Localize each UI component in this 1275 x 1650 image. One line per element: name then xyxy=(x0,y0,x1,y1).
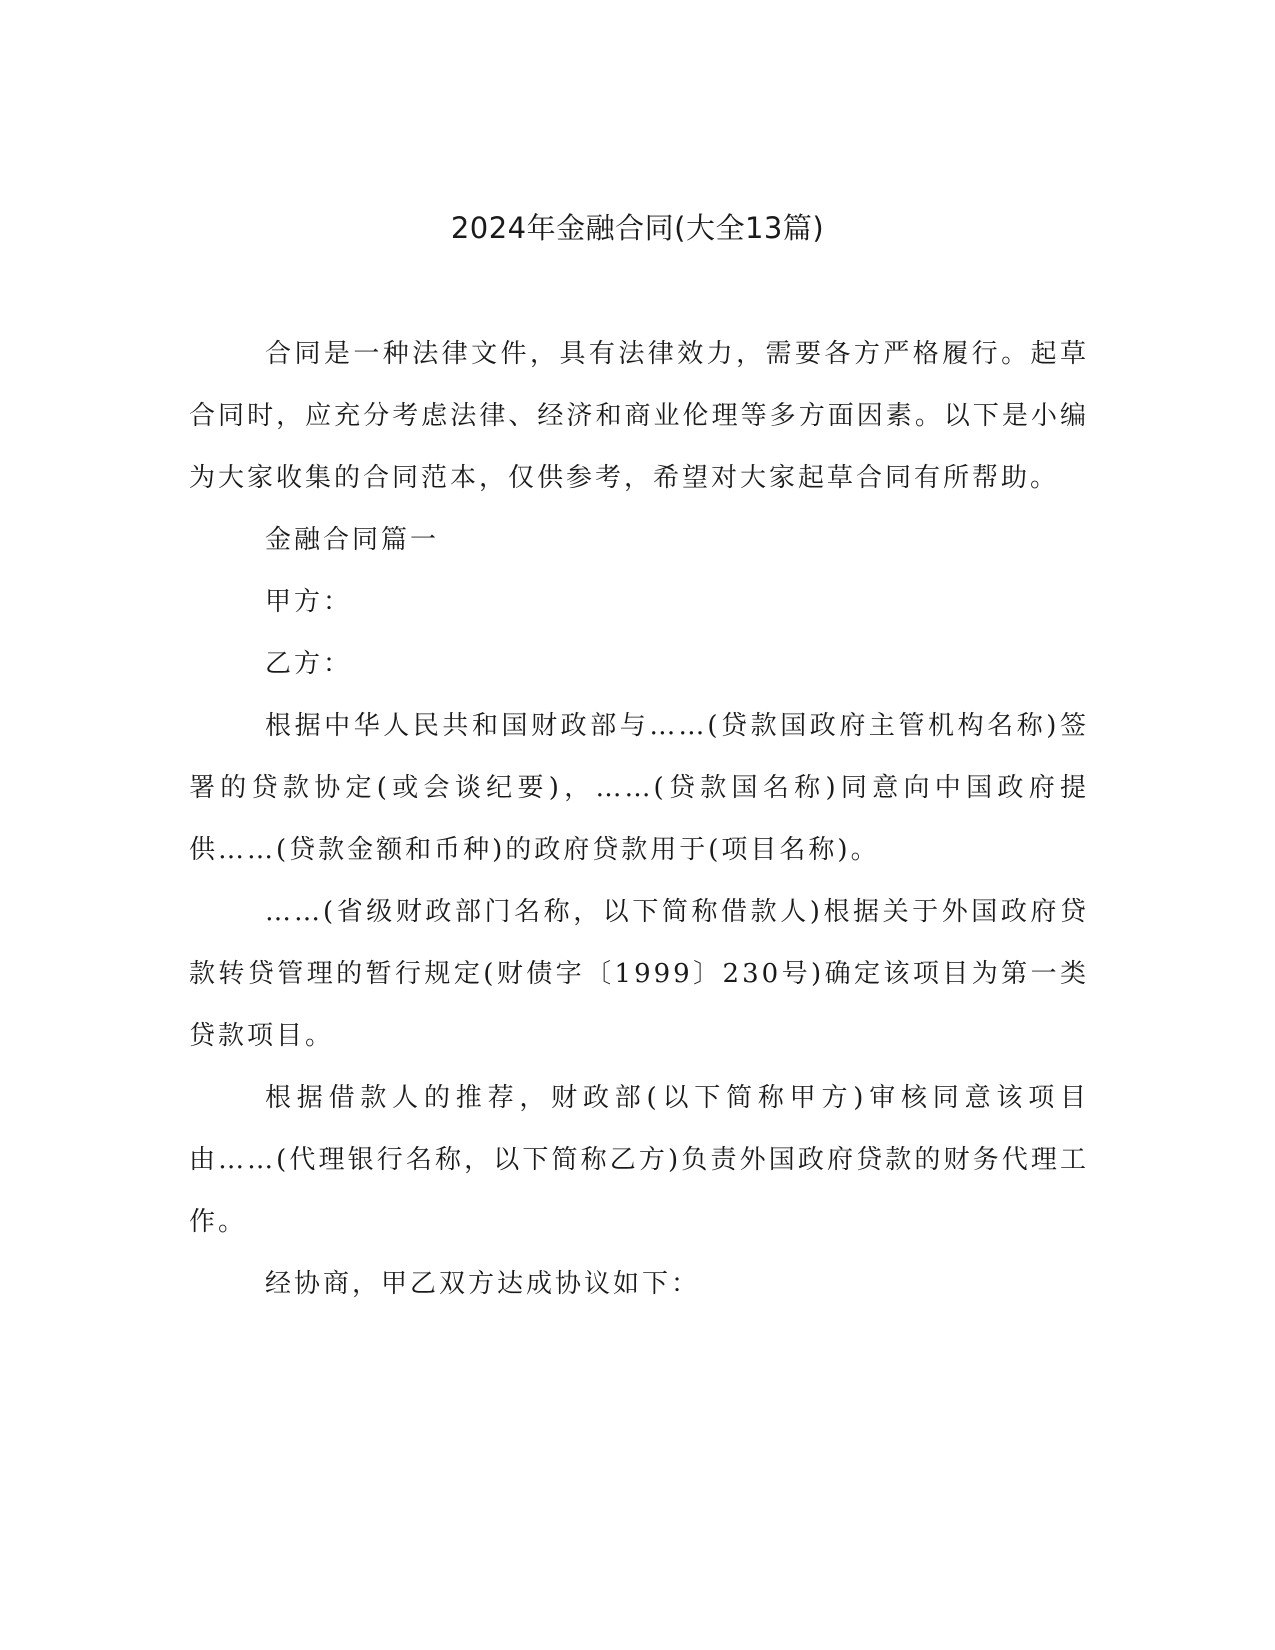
section-heading: 金融合同篇一 xyxy=(265,525,440,555)
intro-paragraph: 合同是一种法律文件，具有法律效力，需要各方严格履行。起草合同时，应充分考虑法律、经济和商业伦理等多方面因素。以下是小编为大家收集的合同范本，仅供参考，希望对大家起草合同有所帮助。 xyxy=(189,339,1089,493)
party-a-line: 甲方： xyxy=(265,587,353,617)
document-body xyxy=(189,323,1089,1315)
party-b-line: 乙方： xyxy=(265,649,353,679)
loan-agreement-paragraph: 根据中华人民共和国财政部与……(贷款国政府主管机构名称)签署的贷款协定(或会谈纪要)，……(贷款国名称)同意向中国政府提供……(贷款金额和币种)的政府贷款用于(项目名称)。 xyxy=(189,711,1089,865)
agreement-intro-line: 经协商，甲乙双方达成协议如下： xyxy=(265,1269,701,1299)
agent-bank-paragraph: 根据借款人的推荐，财政部(以下简称甲方)审核同意该项目由……(代理银行名称，以下简称乙方)负责外国政府贷款的财务代理工作。 xyxy=(189,1083,1089,1237)
document-title: 2024年金融合同(大全13篇) xyxy=(450,211,825,245)
borrower-paragraph: ……(省级财政部门名称，以下简称借款人)根据关于外国政府贷款转贷管理的暂行规定(财债字〔1999〕230号)确定该项目为第一类贷款项目。 xyxy=(189,897,1089,1051)
